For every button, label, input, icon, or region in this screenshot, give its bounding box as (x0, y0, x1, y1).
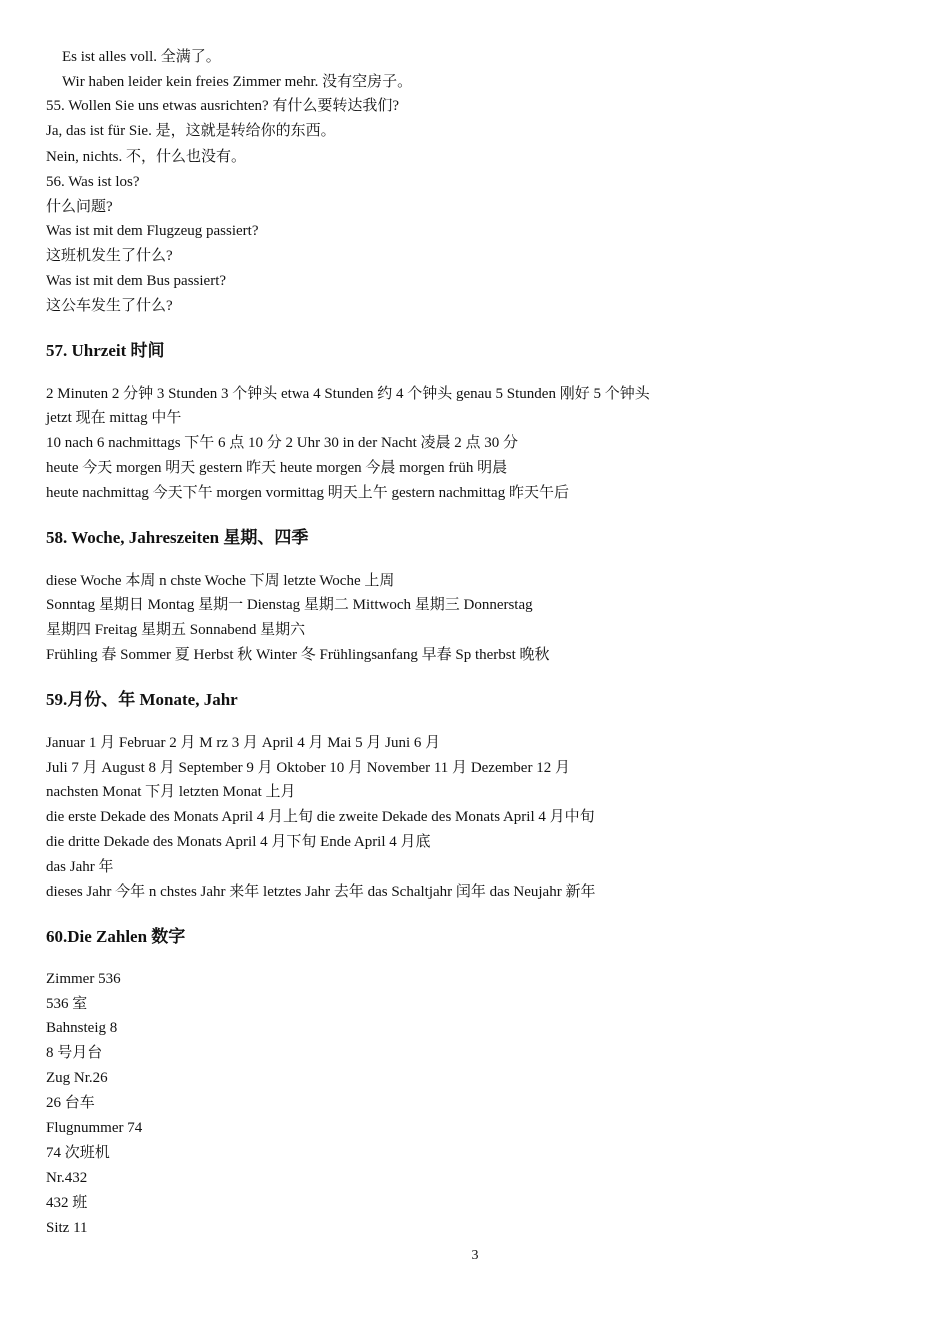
section-60-line: Zimmer 536 (46, 971, 121, 987)
section-55-line: Ja, das ist für Sie. 是，这就是转给你的东西。 (46, 123, 336, 139)
section-60-line: 536 室 (46, 996, 88, 1012)
section-60-line: Sitz 11 (46, 1220, 88, 1236)
section-56-line: 这公车发生了什么? (46, 298, 173, 314)
section-58-line: Frühling 春 Sommer 夏 Herbst 秋 Winter 冬 Frühlingsanfang 早春 Sp therbst 晚秋 (46, 647, 550, 663)
section-57-line: 2 Minuten 2 分钟 3 Stunden 3 个钟头 etwa 4 Stunden 约 4 个钟头 genau 5 Stunden 刚好 5 个钟头 (46, 386, 650, 402)
section-59-line: die erste Dekade des Monats April 4 月上旬 die zweite Dekade des Monats April 4 月中旬 (46, 809, 595, 825)
section-55-line: Nein, nichts. 不，什么也没有。 (46, 149, 246, 165)
section-57-line: jetzt 现在 mittag 中午 (46, 410, 182, 426)
section-57-line: heute nachmittag 今天下午 morgen vormittag 明天上午 gestern nachmittag 昨天午后 (46, 485, 569, 501)
section-59-heading: 59.月份、年 Monate, Jahr (46, 690, 238, 709)
section-56-line: Was ist mit dem Bus passiert? (46, 273, 227, 289)
section-60-line: Flugnummer 74 (46, 1120, 143, 1136)
section-58-heading: 58. Woche, Jahreszeiten 星期、四季 (46, 528, 309, 547)
section-60-line: 26 台车 (46, 1095, 95, 1111)
section-60-heading: 60.Die Zahlen 数字 (46, 927, 186, 946)
intro-line: Es ist alles voll. 全满了。 (62, 49, 221, 65)
section-56-line: 这班机发生了什么? (46, 248, 173, 264)
section-59-line: die dritte Dekade des Monats April 4 月下旬 Ende April 4 月底 (46, 834, 431, 850)
section-59-line: Juli 7 月 August 8 月 September 9 月 Oktober 10 月 November 11 月 Dezember 12 月 (46, 760, 570, 776)
page-number: 3 (471, 1248, 479, 1263)
section-57-heading: 57. Uhrzeit 时间 (46, 341, 165, 360)
section-60-line: Bahnsteig 8 (46, 1020, 118, 1036)
section-60-line: 8 号月台 (46, 1045, 103, 1061)
section-58-line: Sonntag 星期日 Montag 星期一 Dienstag 星期二 Mittwoch 星期三 Donnerstag (46, 597, 533, 613)
section-56-line: 56. Was ist los? (46, 174, 140, 190)
section-60-line: Nr.432 (46, 1170, 88, 1186)
section-57-line: heute 今天 morgen 明天 gestern 昨天 heute morgen 今晨 morgen früh 明晨 (46, 460, 508, 476)
section-56-line: Was ist mit dem Flugzeug passiert? (46, 223, 259, 239)
intro-line: Wir haben leider kein freies Zimmer mehr. 没有空房子。 (62, 74, 413, 90)
section-55-line: 55. Wollen Sie uns etwas ausrichten? 有什么要转达我们? (46, 98, 400, 114)
section-59-line: dieses Jahr 今年 n chstes Jahr 来年 letztes Jahr 去年 das Schaltjahr 闰年 das Neujahr 新年 (46, 884, 596, 900)
section-57-line: 10 nach 6 nachmittags 下午 6 点 10 分 2 Uhr 30 in der Nacht 凌晨 2 点 30 分 (46, 435, 519, 451)
section-56-line: 什么问题? (46, 199, 113, 215)
section-59-line: das Jahr 年 (46, 859, 114, 875)
section-58-line: 星期四 Freitag 星期五 Sonnabend 星期六 (46, 622, 306, 638)
section-60-line: 432 班 (46, 1195, 88, 1211)
section-59-line: nachsten Monat 下月 letzten Monat 上月 (46, 784, 296, 800)
section-60-line: Zug Nr.26 (46, 1070, 108, 1086)
section-59-line: Januar 1 月 Februar 2 月 M rz 3 月 April 4 月 Mai 5 月 Juni 6 月 (46, 735, 441, 751)
section-58-line: diese Woche 本周 n chste Woche 下周 letzte Woche 上周 (46, 573, 395, 589)
section-60-line: 74 次班机 (46, 1145, 110, 1161)
